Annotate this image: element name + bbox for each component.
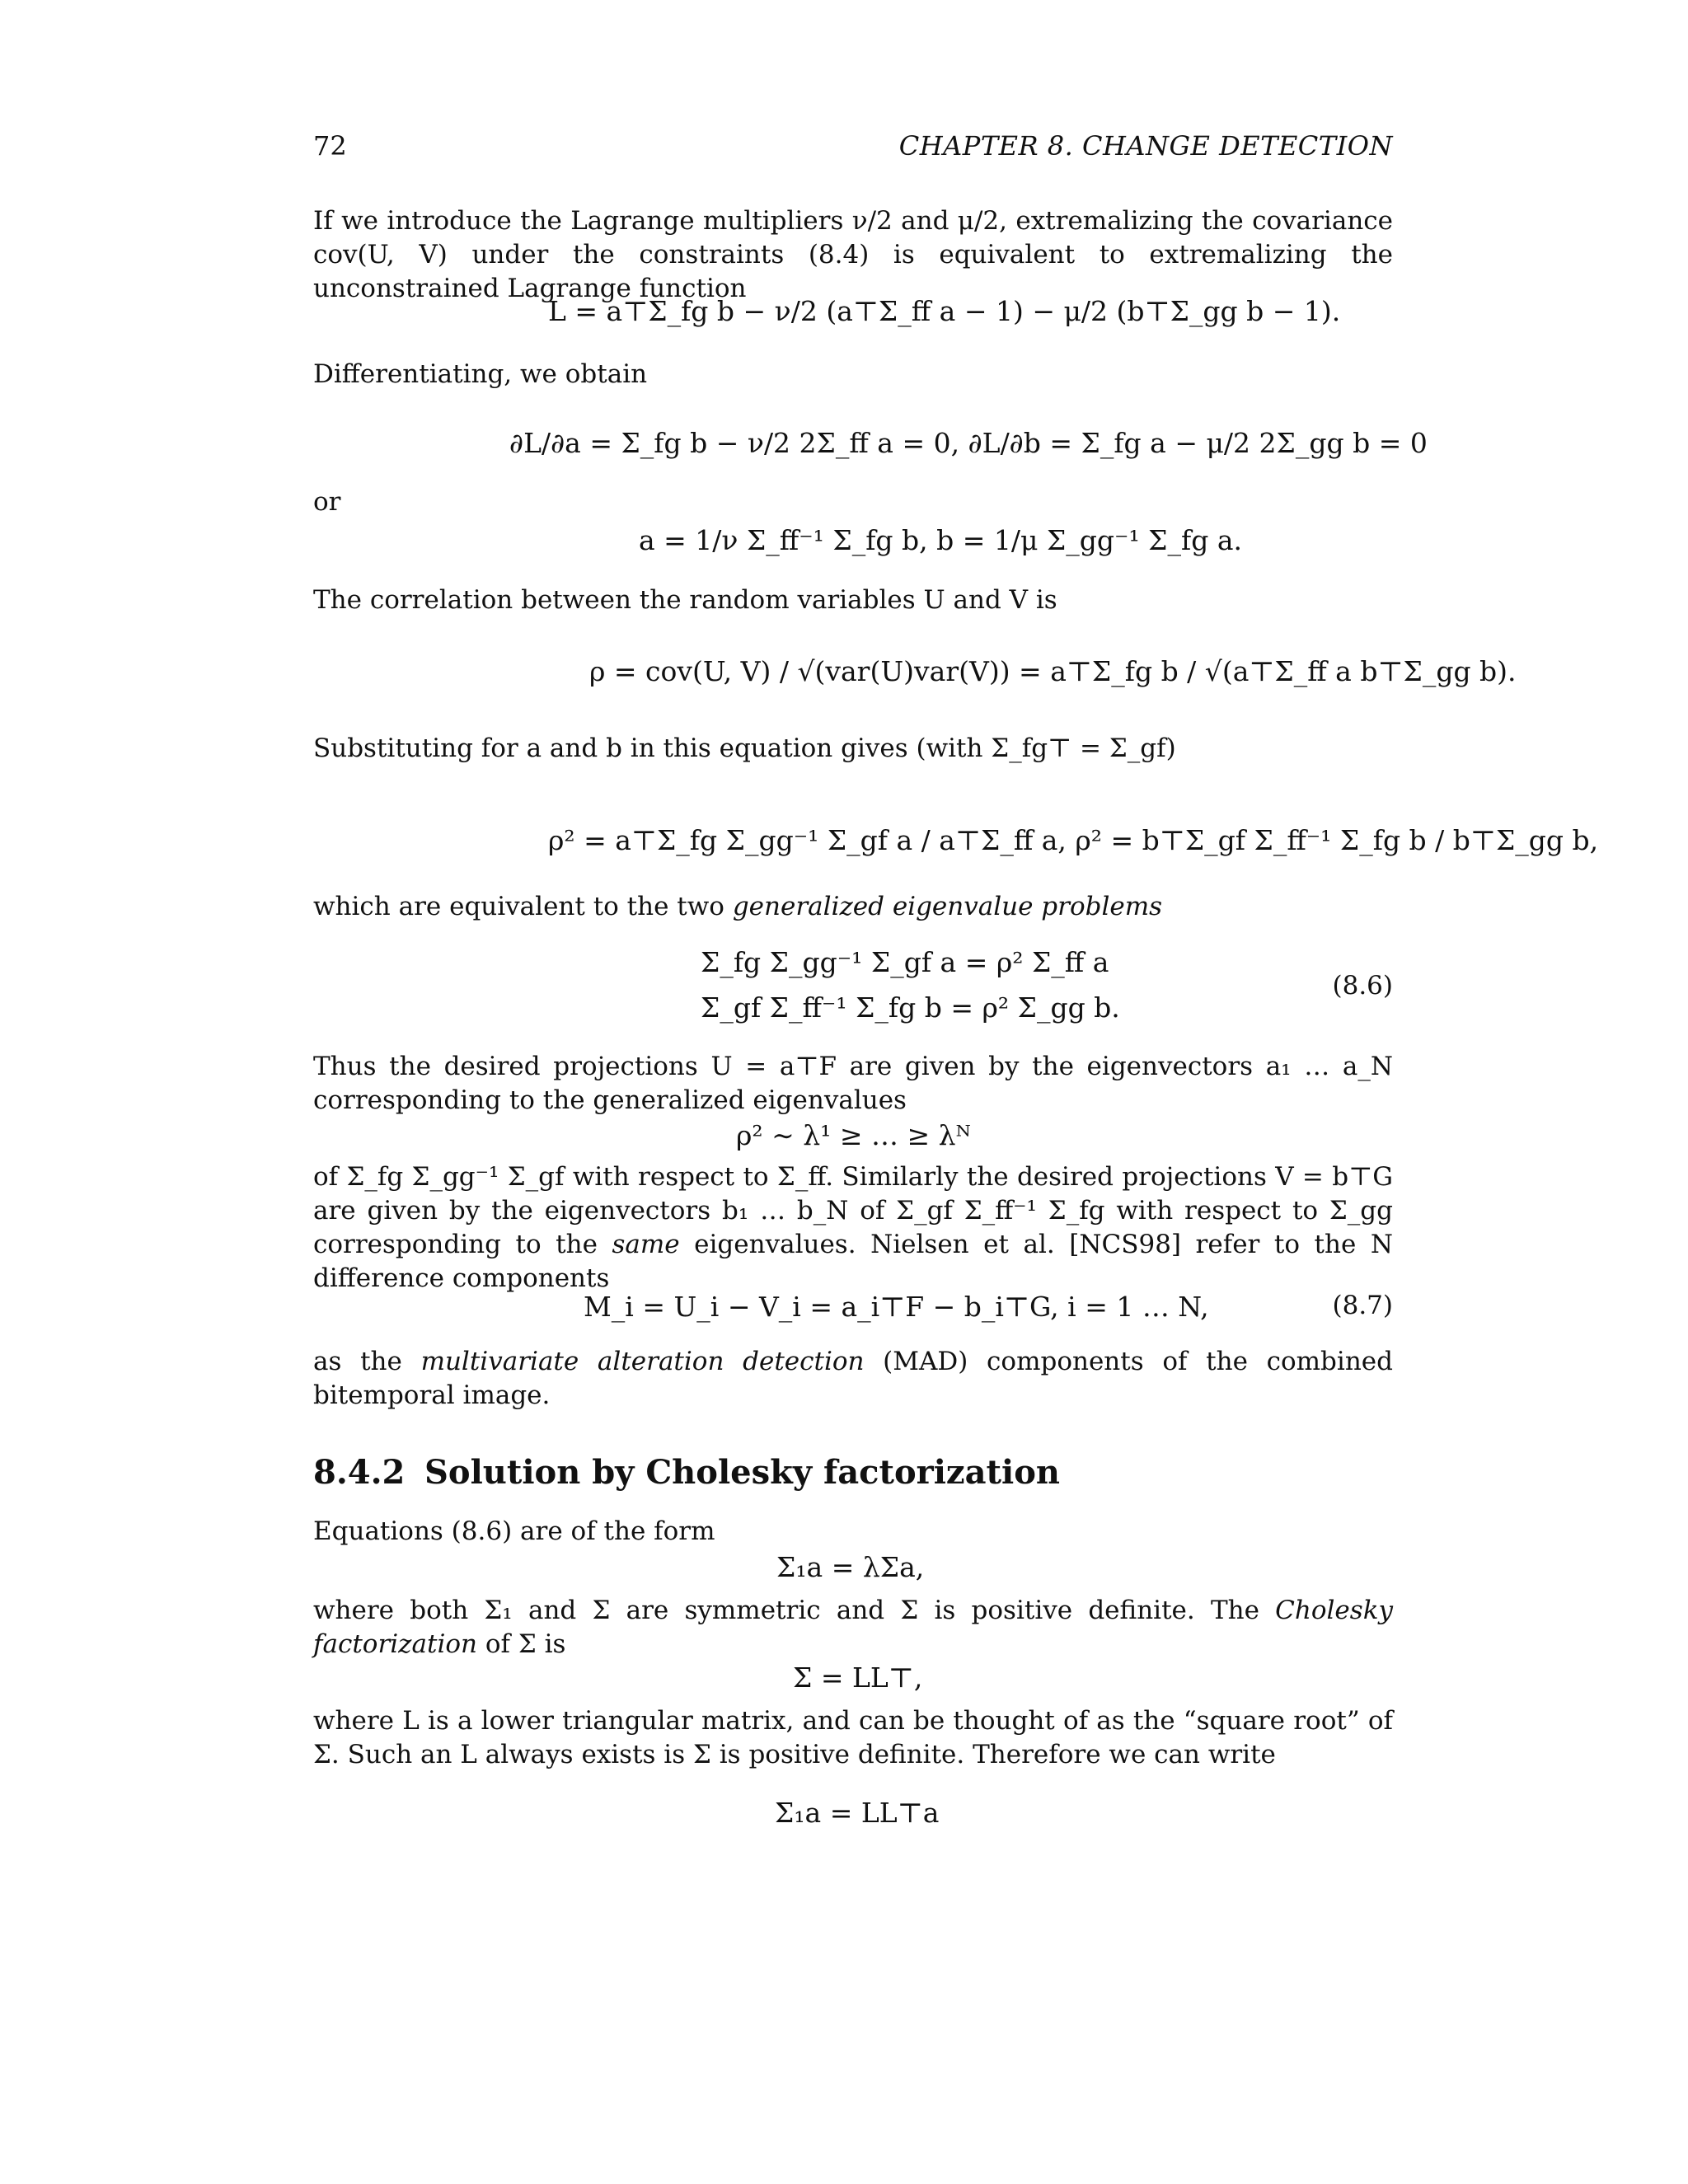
emphasis-term: multivariate alteration detection: [420, 1347, 865, 1376]
paragraph-differentiating: Differentiating, we obtain: [313, 359, 648, 389]
equation-correlation-rho: ρ = cov(U, V) / √(var(U)var(V)) = a⊤Σ_fg b / √(a⊤Σ_ff a b⊤Σ_gg b).: [589, 655, 1517, 687]
equation-a-b-solution: a = 1/ν Σ_ff⁻¹ Σ_fg b, b = 1/μ Σ_gg⁻¹ Σ_fg a.: [639, 524, 1242, 556]
paragraph-eigenvalue-problems: [313, 890, 1393, 924]
paragraph-projections: Thus the desired projections U = a⊤F are given by the eigenvectors a₁ … a_N corresponding to the generalized eigenvalues: [313, 1052, 1393, 1115]
equation-cholesky: Σ = LL⊤,: [793, 1661, 923, 1694]
paragraph-text: where both Σ₁ and Σ are symmetric and Σ is positive definite. The: [313, 1596, 1276, 1625]
equation-8-7-mad: M_i = U_i − V_i = a_i⊤F − b_i⊤G, i = 1 … N,: [584, 1291, 1209, 1323]
equation-lagrange-function: L = a⊤Σ_fg b − ν/2 (a⊤Σ_ff a − 1) − μ/2 (b⊤Σ_gg b − 1).: [548, 295, 1341, 327]
paragraph-text: which are equivalent to the two: [313, 892, 733, 921]
paragraph-lower-triangular: where L is a lower triangular matrix, and can be thought of as the “square root” of Σ. Such an L always exists is Σ is positive definite. Therefore we can write: [313, 1706, 1393, 1769]
paragraph-cholesky-intro: [313, 1594, 1393, 1661]
equation-8-6-line-1: Σ_fg Σ_gg⁻¹ Σ_gf a = ρ² Σ_ff a: [701, 946, 1109, 978]
paragraph-text: as the: [313, 1347, 421, 1376]
paragraph-mad-components: [313, 1345, 1393, 1413]
chapter-title: CHAPTER 8. CHANGE DETECTION: [898, 130, 1393, 162]
equation-derivatives: ∂L/∂a = Σ_fg b − ν/2 2Σ_ff a = 0, ∂L/∂b = Σ_fg a − μ/2 2Σ_gg b = 0: [509, 427, 1428, 459]
paragraph-substituting: Substituting for a and b in this equation gives (with Σ_fg⊤ = Σ_gf): [313, 733, 1176, 763]
paragraph-or: or: [313, 487, 341, 517]
emphasis-term: generalized eigenvalue problems: [732, 892, 1163, 921]
equation-generalized-form: Σ₁a = λΣa,: [776, 1551, 925, 1583]
paragraph-correlation: The correlation between the random variables U and V is: [313, 585, 1057, 615]
paragraph-text: of Σ_fg Σ_gg⁻¹ Σ_gf with respect to Σ_ff. Similarly the desired projections V = b⊤G are given by the eigenvectors b₁ … b_N of Σ_gf Σ_ff⁻¹ Σ_fg with respect to Σ_gg corresponding to the: [313, 1162, 1393, 1259]
page-number: 72: [313, 130, 347, 162]
paragraph-difference-components: [313, 1160, 1393, 1296]
section-title: Solution by Cholesky factorization: [424, 1453, 1060, 1492]
equation-number-8-6: (8.6): [1332, 971, 1393, 1001]
section-number: 8.4.2: [313, 1453, 406, 1492]
section-heading: [313, 1453, 1060, 1492]
emphasis-term: same: [612, 1230, 680, 1259]
paragraph-text: eigenvalues. Nielsen et al. [NCS98] refer to the N difference components: [313, 1230, 1393, 1293]
equation-final: Σ₁a = LL⊤a: [775, 1797, 940, 1829]
emphasis-term: Cholesky factorization: [313, 1596, 1393, 1659]
equation-8-6-line-2: Σ_gf Σ_ff⁻¹ Σ_fg b = ρ² Σ_gg b.: [701, 991, 1120, 1024]
equation-eigenvalue-order: ρ² ∼ λ¹ ≥ … ≥ λᴺ: [736, 1119, 971, 1151]
equation-number-8-7: (8.7): [1332, 1291, 1393, 1320]
paragraph-equations-form: Equations (8.6) are of the form: [313, 1516, 715, 1546]
equation-rho-squared: ρ² = a⊤Σ_fg Σ_gg⁻¹ Σ_gf a / a⊤Σ_ff a, ρ² = b⊤Σ_gf Σ_ff⁻¹ Σ_fg b / b⊤Σ_gg b,: [548, 824, 1599, 856]
paragraph-text: of Σ is: [477, 1629, 566, 1659]
paragraph-text: (MAD) components of the combined bitemporal image.: [313, 1347, 1393, 1410]
paragraph-lagrange-intro: If we introduce the Lagrange multipliers ν/2 and μ/2, extremalizing the covariance cov(U, V) under the constraints (8.4) is equivalent to extremalizing the unconstrained Lagrange function: [313, 206, 1393, 303]
